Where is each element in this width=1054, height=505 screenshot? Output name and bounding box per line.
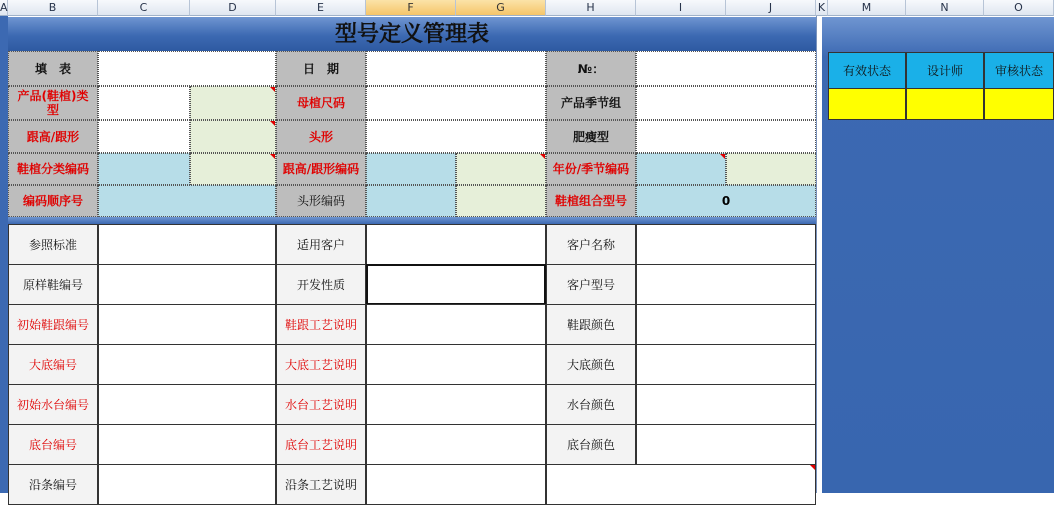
col-header-c[interactable] — [98, 0, 190, 16]
platform-process-input[interactable] — [366, 384, 546, 425]
label-sample-shoe-no: 原样鞋编号 — [8, 264, 98, 305]
code-order-cell[interactable] — [98, 185, 276, 217]
head-shape-input[interactable] — [366, 120, 546, 153]
outsole-process-input[interactable] — [366, 344, 546, 385]
initial-heel-no-input[interactable] — [98, 304, 276, 345]
product-type-input[interactable] — [98, 86, 190, 120]
label-code-order: 编码顺序号 — [8, 185, 98, 217]
season-group-input[interactable] — [636, 86, 816, 120]
fat-thin-input[interactable] — [636, 120, 816, 153]
number-input[interactable] — [636, 51, 816, 86]
initial-platform-no-input[interactable] — [98, 384, 276, 425]
col-label: E — [317, 1, 324, 14]
base-color-input[interactable] — [636, 424, 816, 465]
label-welt-no: 沿条编号 — [8, 464, 98, 505]
label-last-model: 鞋楦组合型号 — [546, 185, 636, 217]
customer-name-input[interactable] — [636, 224, 816, 265]
review-status-cell[interactable] — [984, 88, 1054, 120]
header-valid-status: 有效状态 — [828, 52, 906, 89]
col-header-e[interactable] — [276, 0, 366, 16]
col-header-n[interactable] — [906, 0, 984, 16]
heel-process-input[interactable] — [366, 304, 546, 345]
welt-extra-input[interactable] — [546, 464, 816, 505]
col-label: M — [861, 1, 872, 14]
outsole-color-input[interactable] — [636, 344, 816, 385]
label-last-class-code: 鞋楦分类编码 — [8, 153, 98, 185]
heel-height-input[interactable] — [98, 120, 190, 153]
welt-process-input[interactable] — [366, 464, 546, 505]
col-header-d[interactable] — [190, 0, 276, 16]
label-customer-name: 客户名称 — [546, 224, 636, 265]
label-product-type: 产品(鞋楦)类型 — [8, 86, 98, 120]
head-code-cell[interactable] — [366, 185, 456, 217]
label-year-season-code: 年份/季节编码 — [546, 153, 636, 185]
label-base-process: 底台工艺说明 — [276, 424, 366, 465]
col-label: K — [817, 1, 826, 14]
label-welt-process: 沿条工艺说明 — [276, 464, 366, 505]
label-fill-by: 填 表 — [8, 51, 98, 86]
col-label: C — [139, 1, 148, 14]
heel-color-input[interactable] — [636, 304, 816, 345]
product-type-code[interactable] — [190, 86, 276, 120]
label-customer-model: 客户型号 — [546, 264, 636, 305]
col-header-g[interactable] — [456, 0, 546, 16]
outsole-no-input[interactable] — [98, 344, 276, 385]
welt-no-input[interactable] — [98, 464, 276, 505]
label-season-group: 产品季节组 — [546, 86, 636, 120]
label-initial-platform-no: 初始水台编号 — [8, 384, 98, 425]
label-outsole-no: 大底编号 — [8, 344, 98, 385]
last-model-value[interactable]: 0 — [636, 185, 816, 217]
label-fat-thin: 肥瘦型 — [546, 120, 636, 153]
col-header-k[interactable] — [816, 0, 828, 16]
label-number: №： — [546, 51, 636, 86]
fill-by-input[interactable] — [98, 51, 276, 86]
col-header-h[interactable] — [546, 0, 636, 16]
label-development-nature: 开发性质 — [276, 264, 366, 305]
label-head-shape: 头形 — [276, 120, 366, 153]
platform-color-input[interactable] — [636, 384, 816, 425]
reference-standard-input[interactable] — [98, 224, 276, 265]
year-season-code-cell[interactable] — [636, 153, 726, 185]
label-heel-height: 跟高/跟形 — [8, 120, 98, 153]
label-date: 日 期 — [276, 51, 366, 86]
label-base-no: 底台编号 — [8, 424, 98, 465]
col-header-a[interactable] — [0, 0, 8, 16]
label-mother-last-size: 母楦尺码 — [276, 86, 366, 120]
col-header-o[interactable] — [984, 0, 1054, 16]
section-separator — [8, 217, 816, 224]
col-label: G — [496, 1, 505, 14]
mother-last-size-input[interactable] — [366, 86, 546, 120]
col-label: F — [407, 1, 414, 14]
label-platform-color: 水台颜色 — [546, 384, 636, 425]
col-header-j[interactable] — [726, 0, 816, 16]
col-label: J — [768, 1, 773, 14]
label-reference-standard: 参照标准 — [8, 224, 98, 265]
date-input[interactable] — [366, 51, 546, 86]
col-label: N — [940, 1, 949, 14]
heel-height-code[interactable] — [190, 120, 276, 153]
label-heel-color: 鞋跟颜色 — [546, 304, 636, 345]
customer-model-input[interactable] — [636, 264, 816, 305]
col-label: I — [678, 1, 683, 14]
label-platform-process: 水台工艺说明 — [276, 384, 366, 425]
left-border-strip — [0, 16, 8, 493]
label-head-code: 头形编码 — [276, 185, 366, 217]
designer-cell[interactable] — [906, 88, 984, 120]
head-code-extra[interactable] — [456, 185, 546, 217]
label-heel-code: 跟高/跟形编码 — [276, 153, 366, 185]
last-class-code-cell[interactable] — [98, 153, 190, 185]
sample-shoe-no-input[interactable] — [98, 264, 276, 305]
heel-code-cell[interactable] — [366, 153, 456, 185]
col-label: H — [586, 1, 595, 14]
base-no-input[interactable] — [98, 424, 276, 465]
header-designer: 设计师 — [906, 52, 984, 89]
col-header-m[interactable] — [828, 0, 906, 16]
label-base-color: 底台颜色 — [546, 424, 636, 465]
label-initial-heel-no: 初始鞋跟编号 — [8, 304, 98, 345]
development-nature-input[interactable] — [366, 264, 546, 305]
valid-status-cell[interactable] — [828, 88, 906, 120]
page-title: 型号定义管理表 — [334, 21, 489, 47]
label-heel-process: 鞋跟工艺说明 — [276, 304, 366, 345]
heel-code-extra[interactable] — [456, 153, 546, 185]
label-outsole-process: 大底工艺说明 — [276, 344, 366, 385]
col-label: B — [48, 1, 57, 14]
last-class-code-extra[interactable] — [190, 153, 276, 185]
col-header-i[interactable] — [636, 0, 726, 16]
col-label: D — [228, 1, 237, 14]
col-header-b[interactable] — [8, 0, 98, 16]
col-header-f[interactable] — [366, 0, 456, 16]
label-applicable-customer: 适用客户 — [276, 224, 366, 265]
label-outsole-color: 大底颜色 — [546, 344, 636, 385]
header-review-status: 审核状态 — [984, 52, 1054, 89]
base-process-input[interactable] — [366, 424, 546, 465]
col-label: A — [0, 1, 8, 14]
applicable-customer-input[interactable] — [366, 224, 546, 265]
year-season-code-extra[interactable] — [726, 153, 816, 185]
col-label: O — [1014, 1, 1023, 14]
